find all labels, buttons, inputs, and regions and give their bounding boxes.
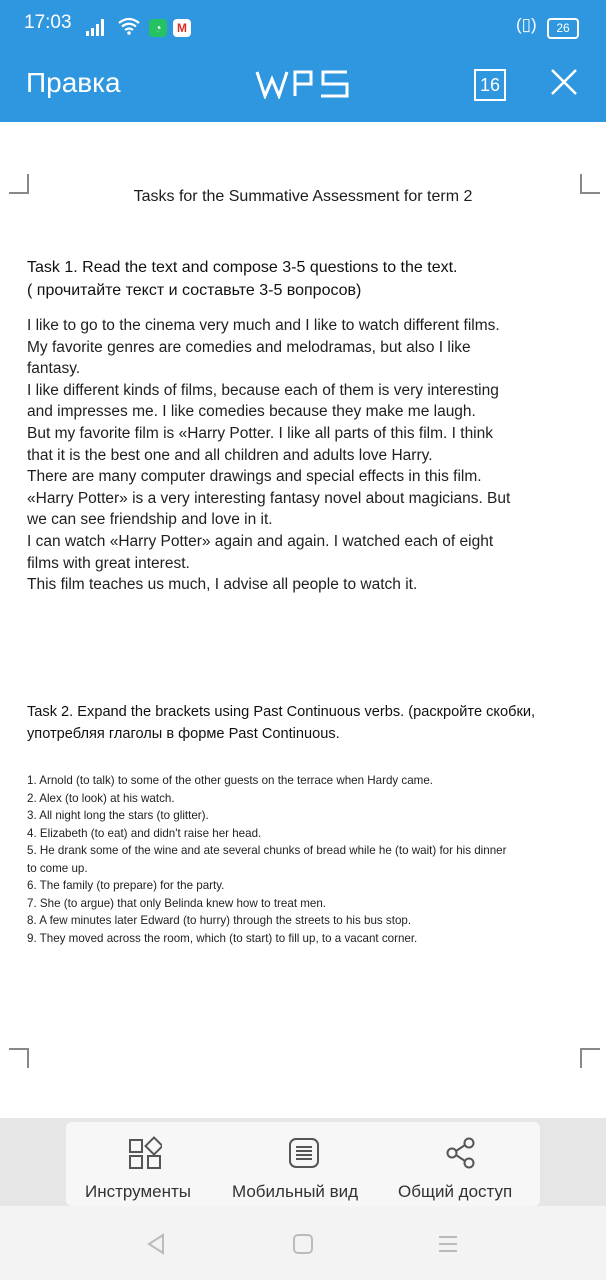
document-title: Tasks for the Summative Assessment for term 2 [133, 188, 473, 205]
close-icon[interactable] [549, 67, 579, 97]
text-line: and impresses me. I like comedies because they make me laugh. [27, 403, 476, 421]
tools-label: Инструменты [85, 1182, 192, 1201]
text-line: I can watch «Harry Potter» again and again. I watched each of eight [27, 532, 494, 550]
share-button[interactable] [394, 1122, 530, 1206]
wifi-icon [117, 17, 141, 35]
task1-subheading: ( прочитайте текст и составьте 3-5 вопросов) [27, 282, 362, 299]
list-item: 2. Alex (to look) at his watch. [27, 791, 175, 805]
list-item: 7. She (to argue) that only Belinda knew how to treat men. [27, 896, 327, 910]
list-item: 5. He drank some of the wine and ate several chunks of bread while he (to wait) for his dinner [27, 844, 507, 857]
list-item: 3. All night long the stars (to glitter). [27, 809, 209, 822]
task2-label: Task 2. [27, 704, 74, 720]
task1-text [27, 315, 587, 596]
task1-heading: Task 1. Read the text and compose 3-5 questions to the text. [27, 259, 458, 276]
page-count-button[interactable]: 16 [474, 69, 506, 101]
text-line: I like to go to the cinema very much and I like to watch different films. [27, 317, 500, 334]
signal-icon [86, 18, 108, 36]
text-line: But my favorite film is «Harry Potter. I like all parts of this film. I think [27, 424, 493, 442]
status-time: 17:03 [24, 12, 72, 33]
text-line: films with great interest. [27, 554, 190, 572]
text-line: that it is the best one and all children and adults love Harry. [27, 446, 433, 464]
system-nav-bar [0, 1206, 606, 1280]
tools-icon [128, 1136, 162, 1170]
share-icon [444, 1136, 478, 1170]
edit-button[interactable]: Правка [26, 67, 121, 98]
status-bar [0, 0, 606, 47]
text-line: I like different kinds of films, because each of them is very interesting [27, 381, 499, 399]
task2-subheading: употребляя глаголы в форме Past Continuous. [27, 726, 340, 742]
text-line: we can see friendship and love in it. [27, 511, 273, 529]
list-item: 4. Elizabeth (to eat) and didn't raise her head. [27, 826, 262, 840]
document-page[interactable] [0, 122, 606, 1118]
list-item: 1. Arnold (to talk) to some of the other guests on the terrace when Hardy came. [27, 774, 433, 787]
text-line: This film teaches us much, I advise all people to watch it. [27, 576, 418, 594]
bottom-toolbar [0, 1118, 606, 1206]
tools-button[interactable] [76, 1122, 214, 1206]
battery-icon [547, 18, 579, 39]
whatsapp-icon: ◔ [149, 19, 167, 37]
page-corner-mark [580, 1048, 600, 1068]
wps-logo [255, 69, 351, 99]
gmail-icon: M [173, 19, 191, 37]
page-corner-mark [9, 1048, 29, 1068]
task2-heading [27, 700, 587, 725]
app-bar [0, 47, 606, 122]
mobile-view-icon [287, 1136, 321, 1170]
battery-level: 26 [556, 21, 570, 35]
list-item: 8. A few minutes later Edward (to hurry) through the streets to his bus stop. [27, 914, 412, 927]
text-line: «Harry Potter» is a very interesting fantasy novel about magicians. But [27, 489, 511, 507]
share-label: Общий доступ [398, 1182, 513, 1201]
list-item: 9. They moved across the room, which (to start) to fill up, to a vacant corner. [27, 931, 418, 945]
back-icon[interactable] [145, 1233, 167, 1255]
text-line: My favorite genres are comedies and melodramas, but also I like [27, 338, 471, 356]
task2-list [27, 772, 587, 947]
mobile-view-button[interactable] [229, 1122, 379, 1206]
task2-instruction: Expand the brackets using Past Continuous verbs. (раскройте скобки, [77, 704, 536, 720]
home-icon[interactable] [292, 1233, 314, 1255]
mobile-view-label: Мобильный вид [232, 1182, 359, 1201]
list-item: to come up. [27, 861, 88, 875]
text-line: fantasy. [27, 360, 81, 378]
vibrate-icon: (▯) [516, 15, 537, 34]
toolbar-panel [66, 1122, 540, 1206]
list-item: 6. The family (to prepare) for the party. [27, 879, 225, 892]
text-line: There are many computer drawings and special effects in this film. [27, 468, 482, 486]
menu-icon[interactable] [437, 1233, 459, 1255]
